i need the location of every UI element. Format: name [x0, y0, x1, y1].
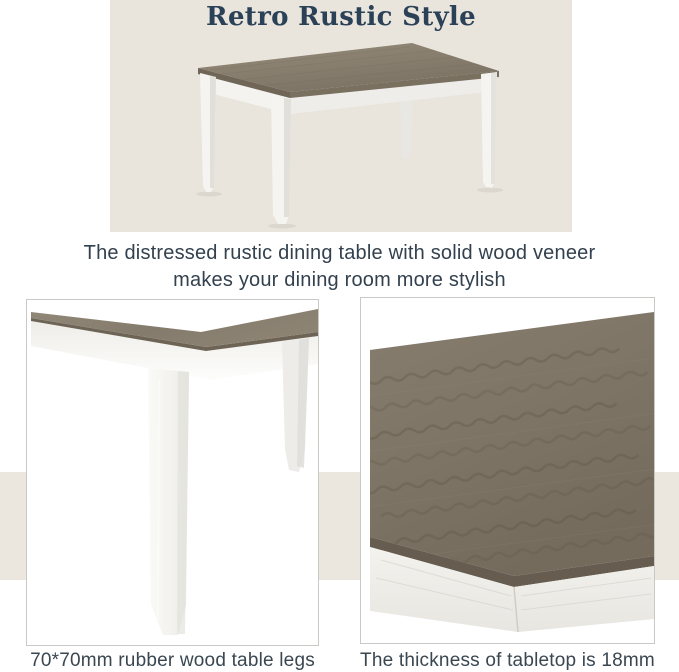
hero-panel [110, 0, 572, 232]
tabletop-caption: The thickness of tabletop is 18mm [360, 650, 655, 671]
page-title: Retro Rustic Style [206, 2, 476, 32]
tabletop-closeup-image [361, 298, 654, 643]
tagline-line2: makes your dining room more stylish [173, 269, 506, 291]
tagline [0, 240, 679, 294]
tabletop-closeup-photo [360, 297, 655, 644]
leg-closeup-photo [26, 299, 319, 646]
hero-table-image [110, 0, 572, 232]
leg-caption: 70*70mm rubber wood table legs [30, 650, 315, 671]
closeup-front-leg [148, 368, 189, 635]
leg-closeup-image [27, 300, 318, 645]
tagline-line1: The distressed rustic dining table with solid wood veneer [83, 242, 596, 264]
closeup-right-leg [282, 338, 309, 472]
